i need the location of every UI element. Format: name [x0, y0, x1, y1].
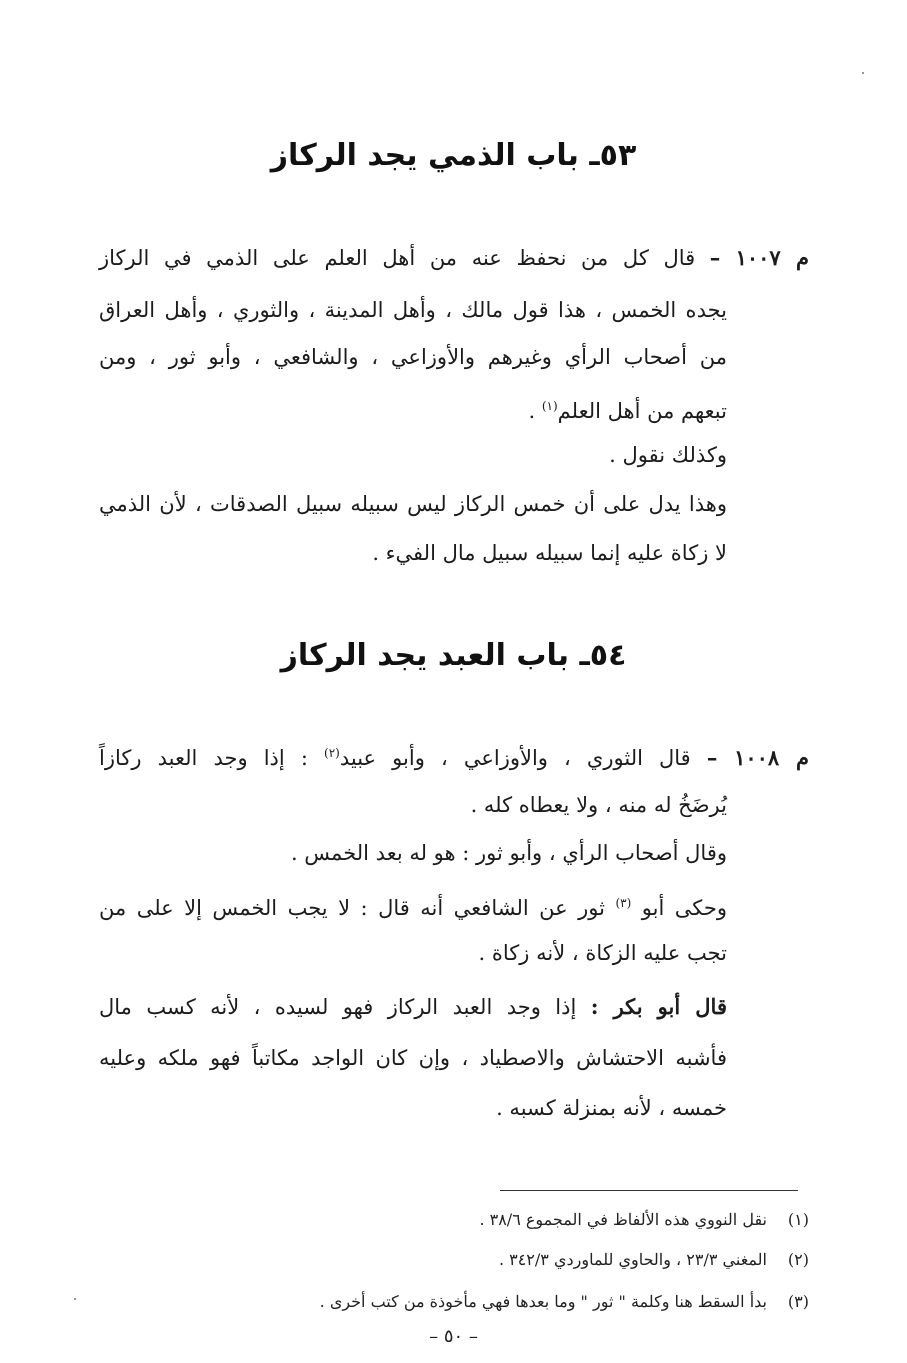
entry-1008-text-4b: ثور عن الشافعي أنه قال : لا يجب الخمس إلا على من — [99, 896, 605, 920]
footnote-1-text: نقل النووي هذه الألفاظ في المجموع ٣٨/٦ . — [479, 1210, 767, 1229]
entry-1008-line-7: فأشبه الاحتشاش والاصطياد ، وإن كان الواجد مكاتباً فهو ملكه وعليه — [99, 1046, 727, 1070]
footnote-ref-2: (٢) — [324, 746, 340, 760]
entry-1008-line-3: وقال أصحاب الرأي ، وأبو ثور : هو له بعد الخمس . — [290, 841, 727, 865]
footnote-divider — [500, 1190, 798, 1191]
section-53-heading: ٥٣ـ باب الذمي يجد الركاز — [270, 138, 637, 173]
abu-bakr-label: قال أبو بكر : — [590, 994, 727, 1019]
footnote-3-mark: (٣) — [787, 1292, 809, 1311]
entry-1007-text-4: تبعهم من أهل العلم — [557, 399, 727, 423]
footnote-1-mark: (١) — [787, 1210, 809, 1229]
footnote-2-mark: (٢) — [787, 1250, 809, 1269]
entry-1008-line-5: تجب عليه الزكاة ، لأنه زكاة . — [478, 941, 727, 965]
entry-1007-line-6: وهذا يدل على أن خمس الركاز ليس سبيله سبيل الصدقات ، لأن الذمي — [99, 492, 727, 516]
entry-1007-text-1: قال كل من نحفظ عنه من أهل العلم على الذمي في الركاز — [99, 246, 696, 270]
entry-1007-number: م ١٠٠٧ – — [709, 245, 809, 270]
scan-speck — [74, 1298, 76, 1300]
entry-1008-text-1b: : إذا وجد العبد ركازاً — [99, 746, 308, 770]
entry-1008-line-8: خمسه ، لأنه بمنزلة كسبه . — [496, 1096, 727, 1120]
entry-1008-text-1a: قال الثوري ، والأوزاعي ، وأبو عبيد — [339, 746, 691, 770]
entry-1007-line-3: من أصحاب الرأي وغيرهم والأوزاعي ، والشافعي ، وأبو ثور ، ومن — [99, 345, 727, 369]
footnote-3-text: بدأ السقط هنا وكلمة " ثور " وما بعدها فهي مأخوذة من كتب أخرى . — [319, 1292, 767, 1311]
entry-1007-line-2: يجده الخمس ، هذا قول مالك ، وأهل المدينة ، والثوري ، وأهل العراق — [99, 298, 727, 322]
page-number: – ٥٠ – — [429, 1326, 478, 1347]
footnote-2 — [499, 1248, 809, 1272]
footnote-3 — [320, 1290, 809, 1314]
entry-1007-line-7: لا زكاة عليه إنما سبيله سبيل مال الفيء . — [372, 541, 727, 565]
entry-1008-text-4a: وحكى أبو — [641, 896, 727, 920]
entry-1008-line-1 — [99, 738, 809, 773]
footnote-1 — [479, 1208, 809, 1232]
section-54-heading: ٥٤ـ باب العبد يجد الركاز — [280, 638, 627, 673]
entry-1008-line-2: يُرضَخُ له منه ، ولا يعطاه كله . — [470, 793, 727, 817]
entry-1008-number: م ١٠٠٨ – — [706, 745, 809, 770]
entry-1008-line-4 — [99, 888, 727, 923]
scan-speck — [862, 72, 864, 74]
footnote-ref-3: (٣) — [615, 896, 632, 910]
entry-1007-line-4: تبعهم من أهل العلم$^{(١)}$ . — [528, 399, 727, 423]
entry-1008-line-6 — [99, 992, 727, 1022]
entry-1007-line-1 — [99, 243, 809, 273]
entry-1007-line-5: وكذلك نقول . — [609, 443, 727, 467]
footnote-2-text: المغني ٢٣/٣ ، والحاوي للماوردي ٣٤٢/٣ . — [498, 1250, 767, 1269]
entry-1008-text-6: إذا وجد العبد الركاز فهو لسيده ، لأنه كسب مال — [99, 995, 577, 1019]
footnote-ref-1: (١) — [541, 399, 558, 413]
